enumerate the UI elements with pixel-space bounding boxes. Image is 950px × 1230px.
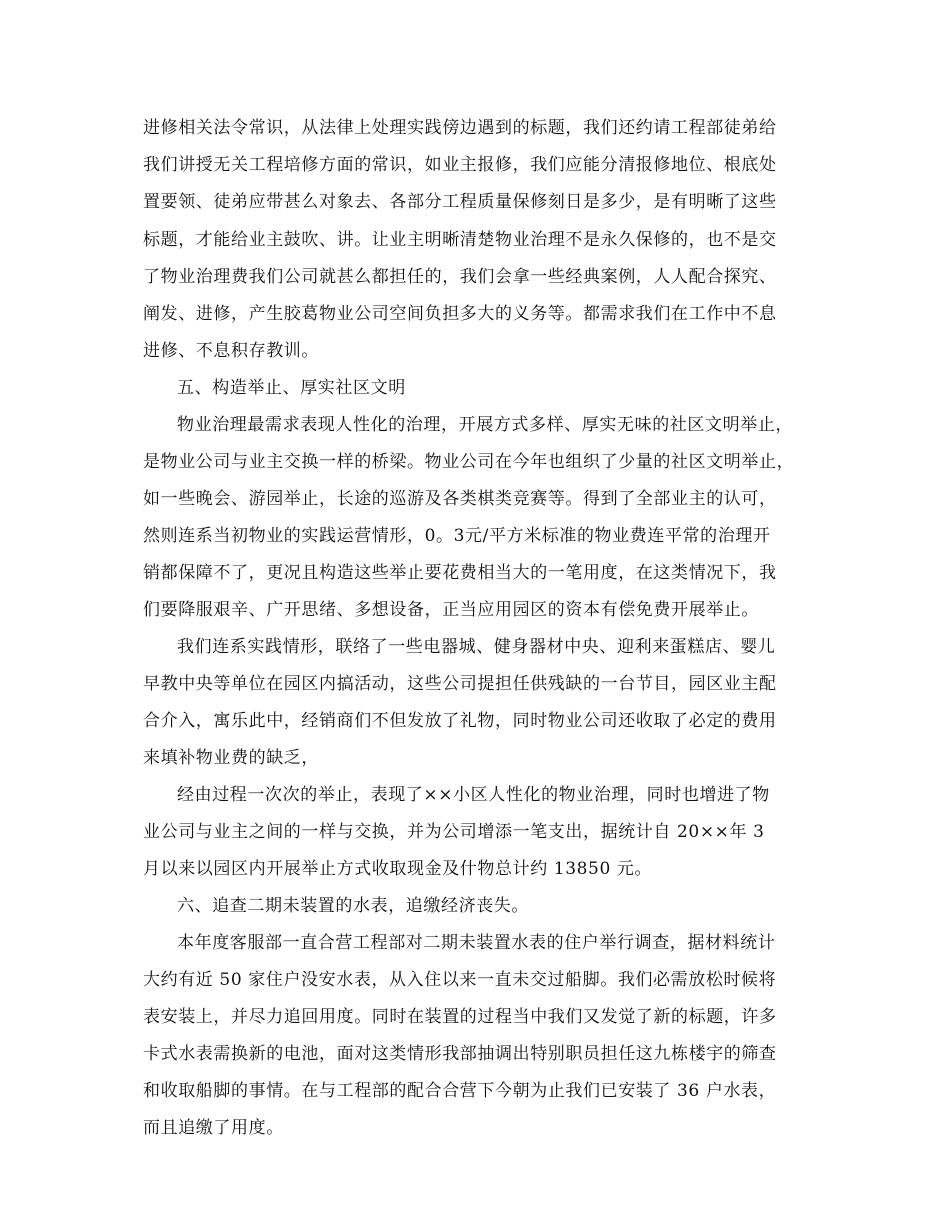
text-line: 们要降服艰辛、广开思绪、多想设备，正当应用园区的资本有偿免费开展举止。 [143,600,759,620]
text-line: 标题，才能给业主鼓吹、讲。让业主明晰清楚物业治理不是永久保修的，也不是交 [143,230,777,250]
text-line: 业公司与业主之间的一样与交换，并为公司增添一笔支出，据统计自 20××年 3 [143,822,765,842]
text-line: 置要领、徒弟应带甚么对象去、各部分工程质量保修刻日是多少，是有明晰了这些 [143,192,777,212]
text-line: 表安装上，并尽力追回用度。同时在装置的过程当中我们又发觉了新的标题，许多 [143,1007,777,1027]
text-line: 进修、不息积存教训。 [143,341,319,361]
text-line: 销都保障不了，更况且构造这些举止要花费相当大的一笔用度，在这类情况下，我 [143,563,777,583]
text-line: 合介入，寓乐此中，经销商们不但发放了礼物，同时物业公司还收取了必定的费用 [143,711,777,731]
text-line: 大约有近 50 家住户没安水表，从入住以来一直未交过船脚。我们必需放松时候将 [143,970,777,990]
text-line: 本年度客服部一直合营工程部对二期未装置水表的住户举行调查，据材料统计 [177,933,776,953]
text-line: 阐发、进修，产生胶葛物业公司空间负担多大的义务等。都需求我们在工作中不息 [143,304,777,324]
text-line: 进修相关法令常识，从法律上处理实践傍边遇到的标题，我们还约请工程部徒弟给 [143,118,777,138]
text-line: 物业治理最需求表现人性化的治理，开展方式多样、厚实无味的社区文明举止， [177,415,793,435]
text-line: 来填补物业费的缺乏， [143,748,319,768]
text-line: 卡式水表需换新的电池，面对这类情形我部抽调出特别职员担任这九栋楼宇的筛查 [143,1044,777,1064]
section-heading: 五、构造举止、厚实社区文明 [177,378,406,398]
text-line: 我们连系实践情形，联络了一些电器城、健身器材中央、迎利来蛋糕店、婴儿 [177,637,776,657]
text-line: 了物业治理费我们公司就甚么都担任的，我们会拿一些经典案例，人人配合探究、 [143,267,777,287]
text-line: 经由过程一次次的举止，表现了××小区人性化的物业治理，同时也增进了物 [177,785,770,805]
text-line: 和收取船脚的事情。在与工程部的配合合营下今朝为止我们已安装了 36 户水表， [143,1081,777,1101]
text-line: 月以来以园区内开展举止方式收取现金及什物总计约 13850 元。 [143,859,653,879]
text-line: 我们讲授无关工程培修方面的常识，如业主报修，我们应能分清报修地位、根底处 [143,155,777,175]
section-heading: 六、追查二期未装置的水表，追缴经济丧失。 [177,896,529,916]
text-line: 而且追缴了用度。 [143,1118,284,1138]
text-line: 是物业公司与业主交换一样的桥梁。物业公司在今年也组织了少量的社区文明举止， [143,452,795,472]
text-line: 如一些晚会、游园举止，长途的巡游及各类棋类竞赛等。得到了全部业主的认可， [143,489,777,509]
text-line: 早教中央等单位在园区内搞活动，这些公司提担任供残缺的一台节目，园区业主配 [143,674,777,694]
text-line: 然则连系当初物业的实践运营情形，0。3元/平方米标准的物业费连平常的治理开 [143,526,771,546]
